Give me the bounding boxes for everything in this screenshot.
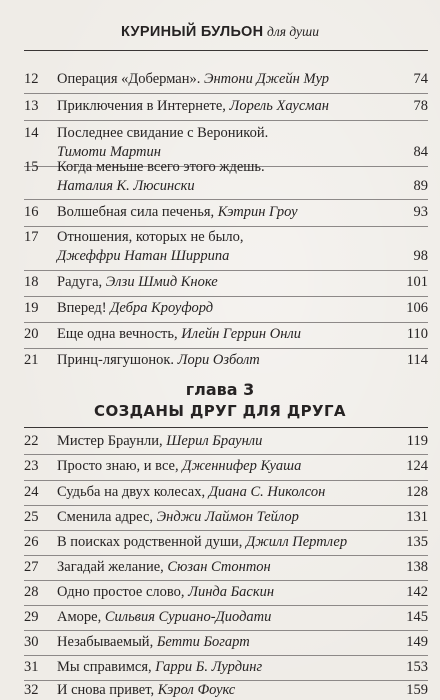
entry-author: Лори Озболт: [177, 352, 260, 368]
entry-page: 159: [406, 682, 428, 698]
entry-title: Одно простое слово,: [57, 584, 185, 600]
entry-number: 28: [24, 584, 39, 600]
entry-author: Бетти Богарт: [156, 634, 250, 650]
entry-author: Наталия К. Люсински: [57, 178, 195, 194]
header-rule: [24, 50, 428, 51]
entry-number: 16: [24, 204, 39, 220]
entry-title: Мы справимся,: [57, 659, 152, 675]
running-head-main: КУРИНЫЙ БУЛЬОН: [121, 24, 264, 40]
entry-number: 27: [24, 559, 39, 575]
entry-author: Сюзан Стонтон: [167, 559, 271, 575]
entry-divider: [24, 530, 428, 531]
entry-page: 119: [406, 433, 428, 449]
chapter-label: глава 3: [185, 380, 255, 399]
entry-author: Диана С. Николсон: [208, 484, 326, 500]
entry-page: 114: [406, 352, 428, 368]
entry-number: 30: [24, 634, 39, 650]
chapter-title: СОЗДАНЫ ДРУГ ДЛЯ ДРУГА: [94, 402, 346, 420]
entry-divider: [24, 454, 428, 455]
entry-divider: [24, 199, 428, 200]
entry-author: Элзи Шмид Кноке: [105, 274, 218, 290]
entry-author: Дебра Кроуфорд: [110, 300, 214, 316]
entry-page: 142: [406, 584, 428, 600]
entry-number: 25: [24, 509, 39, 525]
entry-title: Радуга,: [57, 274, 103, 290]
entry-divider: [24, 605, 428, 606]
entry-divider: [24, 505, 428, 506]
entry-divider: [24, 322, 428, 323]
entry-divider: [24, 348, 428, 349]
entry-title: В поисках родственной души,: [57, 534, 243, 550]
entry-title: Отношения, которых не было,: [57, 229, 244, 245]
entry-title: Волшебная сила печенья,: [57, 204, 215, 220]
entry-number: 18: [24, 274, 39, 290]
entry-page: 78: [413, 98, 428, 114]
entry-divider: [24, 226, 428, 227]
entry-title: Просто знаю, и все,: [57, 458, 179, 474]
entry-title: Аморе,: [57, 609, 102, 625]
entry-divider: [24, 93, 428, 94]
entry-number: 20: [24, 326, 39, 342]
entry-title: Приключения в Интернете,: [57, 98, 226, 114]
entry-author: Кэтрин Гроу: [217, 204, 298, 220]
entry-number: 21: [24, 352, 39, 368]
entry-number: 17: [24, 229, 39, 245]
entry-page: 110: [406, 326, 428, 342]
entry-author: Тимоти Мартин: [57, 144, 161, 160]
entry-divider: [24, 580, 428, 581]
entry-author: Линда Баскин: [188, 584, 275, 600]
entry-title: Последнее свидание с Вероникой.: [57, 125, 269, 141]
entry-number: 32: [24, 682, 39, 698]
entry-author: Энджи Лаймон Тейлор: [156, 509, 299, 525]
entry-page: 98: [413, 248, 428, 264]
entry-author: Илейн Геррин Онли: [181, 326, 301, 342]
entry-page: 153: [406, 659, 428, 675]
entry-divider: [24, 630, 428, 631]
entry-page: 145: [406, 609, 428, 625]
entry-author: Джеффри Натан Ширрипа: [57, 248, 230, 264]
entry-number: 19: [24, 300, 39, 316]
entry-author: Дженнифер Куаша: [182, 458, 302, 474]
entry-number: 12: [24, 71, 39, 87]
entry-page: 138: [406, 559, 428, 575]
entry-page: 135: [406, 534, 428, 550]
entry-page: 89: [413, 178, 428, 194]
entry-divider: [24, 555, 428, 556]
entry-title: Когда меньше всего этого ждешь.: [57, 159, 265, 175]
entry-page: 93: [413, 204, 428, 220]
entry-title: Принц-лягушонок.: [57, 352, 175, 368]
entry-number: 15: [24, 159, 39, 175]
entry-title: Судьба на двух колесах,: [57, 484, 206, 500]
chapter-rule: [24, 427, 428, 428]
running-head-script: для души: [267, 24, 319, 39]
entry-page: 131: [406, 509, 428, 525]
entry-page: 101: [406, 274, 428, 290]
entry-divider: [24, 296, 428, 297]
entry-number: 31: [24, 659, 39, 675]
entry-divider: [24, 480, 428, 481]
entry-page: 128: [406, 484, 428, 500]
entry-divider: [24, 120, 428, 121]
entry-title: И снова привет,: [57, 682, 155, 698]
entry-number: 13: [24, 98, 39, 114]
entry-divider: [24, 270, 428, 271]
entry-title: Незабываемый,: [57, 634, 154, 650]
entry-divider: [24, 655, 428, 656]
entry-title: Сменила адрес,: [57, 509, 154, 525]
entry-page: 106: [406, 300, 428, 316]
entry-author: Шерил Браунли: [166, 433, 263, 449]
entry-number: 29: [24, 609, 39, 625]
entry-number: 23: [24, 458, 39, 474]
entry-author: Энтони Джейн Мур: [203, 71, 330, 87]
entry-author: Лорель Хаусман: [229, 98, 329, 114]
entry-author: Гарри Б. Лурдинг: [155, 659, 263, 675]
entry-title: Мистер Браунли,: [57, 433, 163, 449]
entry-author: Сильвия Суриано-Диодати: [104, 609, 272, 625]
entry-title: Еще одна вечность,: [57, 326, 178, 342]
entry-page: 149: [406, 634, 428, 650]
entry-number: 26: [24, 534, 39, 550]
entry-number: 22: [24, 433, 39, 449]
entry-number: 24: [24, 484, 39, 500]
entry-title: Операция «Доберман».: [57, 71, 201, 87]
entry-page: 74: [413, 71, 428, 87]
entry-title: Вперед!: [57, 300, 107, 316]
entry-author: Кэрол Фоукс: [157, 682, 236, 698]
entry-page: 84: [413, 144, 428, 160]
running-head: [0, 24, 440, 41]
entry-number: 14: [24, 125, 39, 141]
entry-author: Джилл Пертлер: [246, 534, 348, 550]
entry-title: Загадай желание,: [57, 559, 164, 575]
entry-page: 124: [406, 458, 428, 474]
